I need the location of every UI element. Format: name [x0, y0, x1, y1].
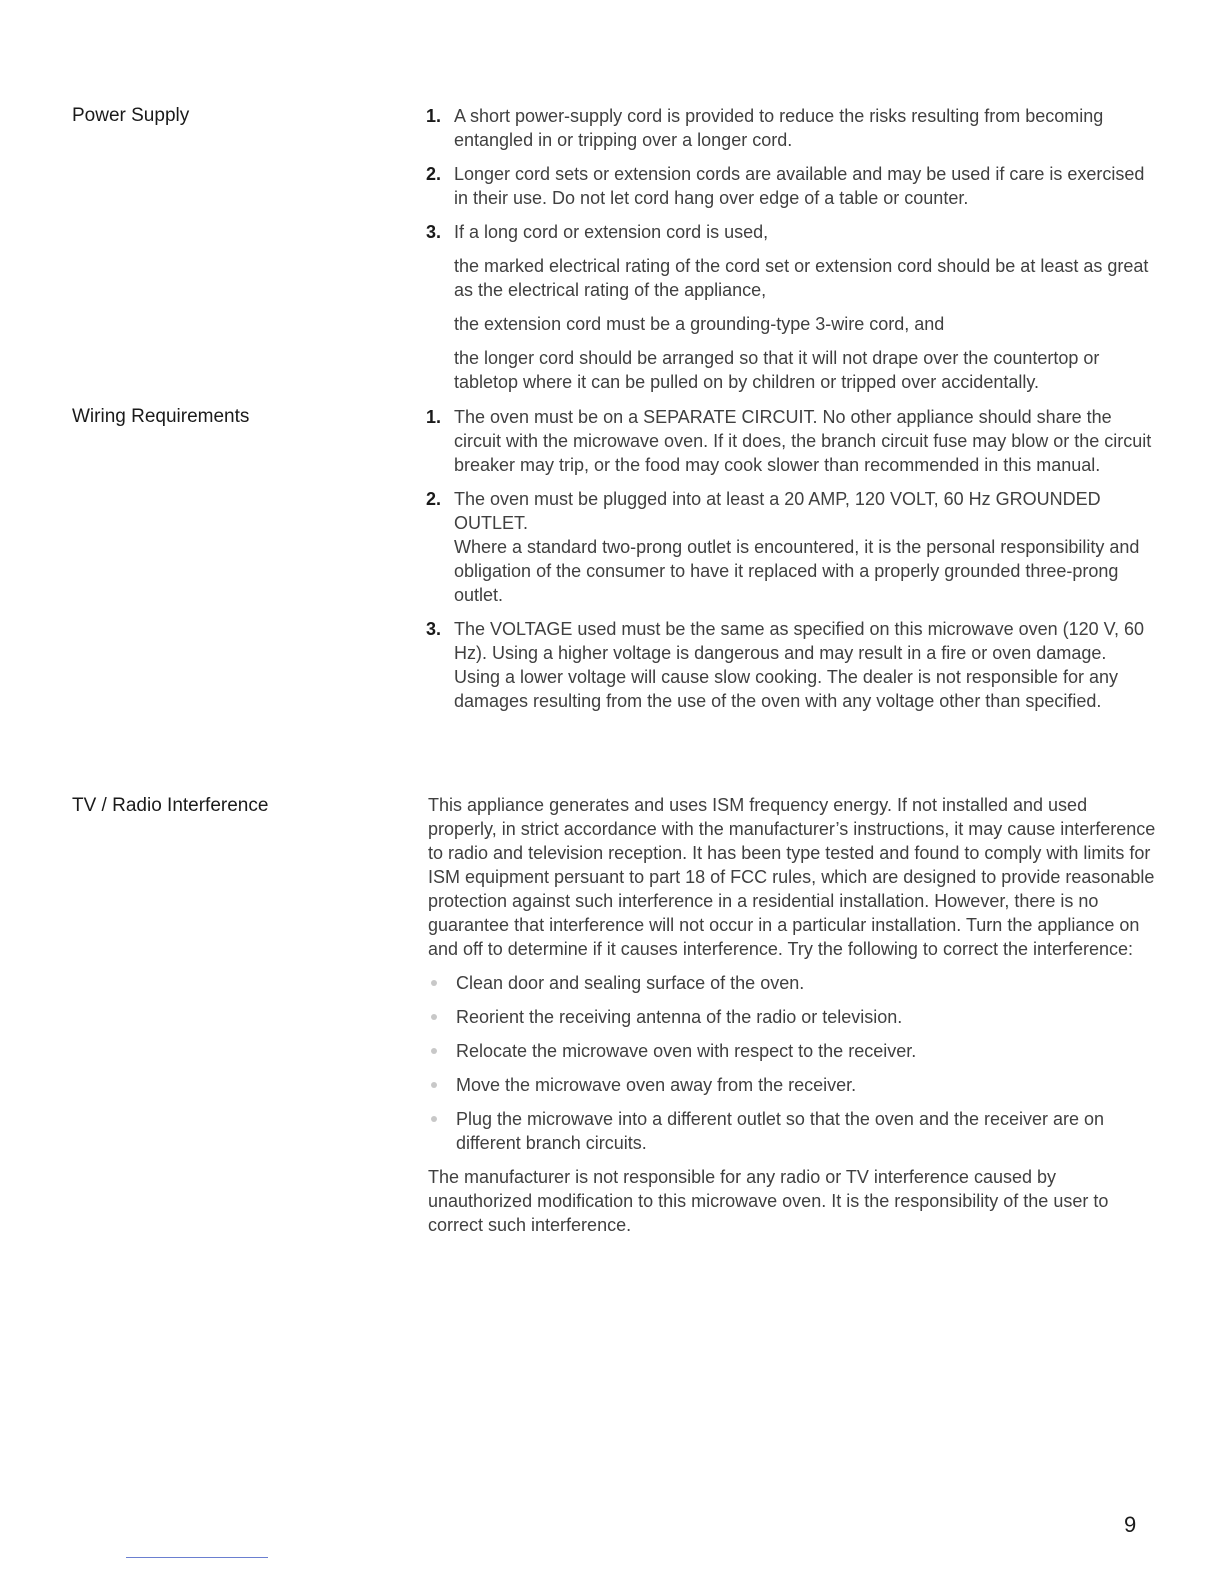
list-item [426, 220, 1156, 244]
intro-paragraph: This appliance generates and uses ISM frequency energy. If not installed and used properly, in strict accordance with the manufacturer’s instructions, it may cause interference to radio and television reception. It has been type tested and found to comply with limits for ISM equipment persuant to part 18 of FCC rules, which are designed to provide reasonable protection against such interference in a residential installation. However, there is no guarantee that interference will not occur in a particular installation. Turn the appliance on and off to determine if it causes interference. Try the following to correct the interference: [428, 795, 1156, 959]
sub-item: the longer cord should be arranged so that it will not drape over the countertop or tabletop where it can be pulled on by children or tripped over accidentally. [454, 348, 1100, 392]
list-item [426, 617, 1156, 713]
bullet-item [428, 1107, 1158, 1155]
item-text: The VOLTAGE used must be the same as specified on this microwave oven (120 V, 60 Hz). Using a higher voltage is dangerous and may result in a fire or oven damage. Using a lower voltage will cause slow cooking. The dealer is not responsible for any damages resulting from the use of the oven with any voltage other than specified. [454, 619, 1145, 711]
bullet-text: Relocate the microwave oven with respect to the receiver. [456, 1041, 917, 1061]
item-text: Longer cord sets or extension cords are available and may be used if care is exercised in their use. Do not let cord hang over edge of a table or counter. [454, 164, 1145, 208]
item-text: The oven must be on a SEPARATE CIRCUIT. No other appliance should share the circuit with the microwave oven. If it does, the branch circuit fuse may blow or the circuit breaker may trip, or the food may cook slower than recommended in this manual. [454, 407, 1152, 475]
page-number: 9 [1124, 1512, 1137, 1537]
tv-radio-interference-heading: TV / Radio Interference [72, 795, 269, 816]
item-extra-text: Where a standard two-prong outlet is encountered, it is the personal responsibility and obligation of the consumer to have it replaced with a properly grounded three-prong outlet. [454, 537, 1140, 605]
list-item [426, 487, 1156, 607]
list-item [426, 104, 1156, 152]
bullet-icon [431, 1082, 437, 1088]
bullet-icon [431, 1014, 437, 1020]
closing-paragraph: The manufacturer is not responsible for any radio or TV interference caused by unauthorized modification to this microwave oven. It is the responsibility of the user to correct such interference. [428, 1167, 1109, 1235]
bullet-item [428, 1073, 1158, 1097]
bullet-text: Plug the microwave into a different outlet so that the oven and the receiver are on different branch circuits. [456, 1109, 1105, 1153]
bullet-item [428, 1039, 1158, 1063]
wiring-requirements-heading: Wiring Requirements [72, 406, 250, 427]
bullet-item [428, 1005, 1158, 1029]
item-number: 3. [426, 619, 442, 639]
item-number: 2. [426, 164, 442, 184]
item-text: A short power-supply cord is provided to reduce the risks resulting from becoming entangled in or tripping over a longer cord. [454, 106, 1104, 150]
interference-content [428, 793, 1158, 1247]
bullet-text: Move the microwave oven away from the receiver. [456, 1075, 857, 1095]
bullet-icon [431, 980, 437, 986]
sub-item: the extension cord must be a grounding-type 3-wire cord, and [454, 314, 945, 334]
list-item [426, 405, 1156, 477]
bullet-icon [431, 1116, 437, 1122]
sub-item: the marked electrical rating of the cord set or extension cord should be at least as great as the electrical rating of the appliance, [454, 256, 1149, 300]
item-number: 3. [426, 222, 442, 242]
item-number: 1. [426, 106, 442, 126]
bullet-icon [431, 1048, 437, 1054]
item-text: If a long cord or extension cord is used, [454, 222, 769, 242]
item-text: The oven must be plugged into at least a 20 AMP, 120 VOLT, 60 Hz GROUNDED OUTLET. [454, 489, 1101, 533]
item-number: 2. [426, 489, 442, 509]
footer-divider [126, 1557, 268, 1558]
list-item [426, 162, 1156, 210]
power-supply-heading: Power Supply [72, 105, 190, 126]
bullet-text: Clean door and sealing surface of the oven. [456, 973, 805, 993]
power-supply-content [426, 104, 1156, 404]
bullet-item [428, 971, 1158, 995]
bullet-text: Reorient the receiving antenna of the radio or television. [456, 1007, 903, 1027]
item-number: 1. [426, 407, 442, 427]
wiring-requirements-content [426, 405, 1156, 723]
